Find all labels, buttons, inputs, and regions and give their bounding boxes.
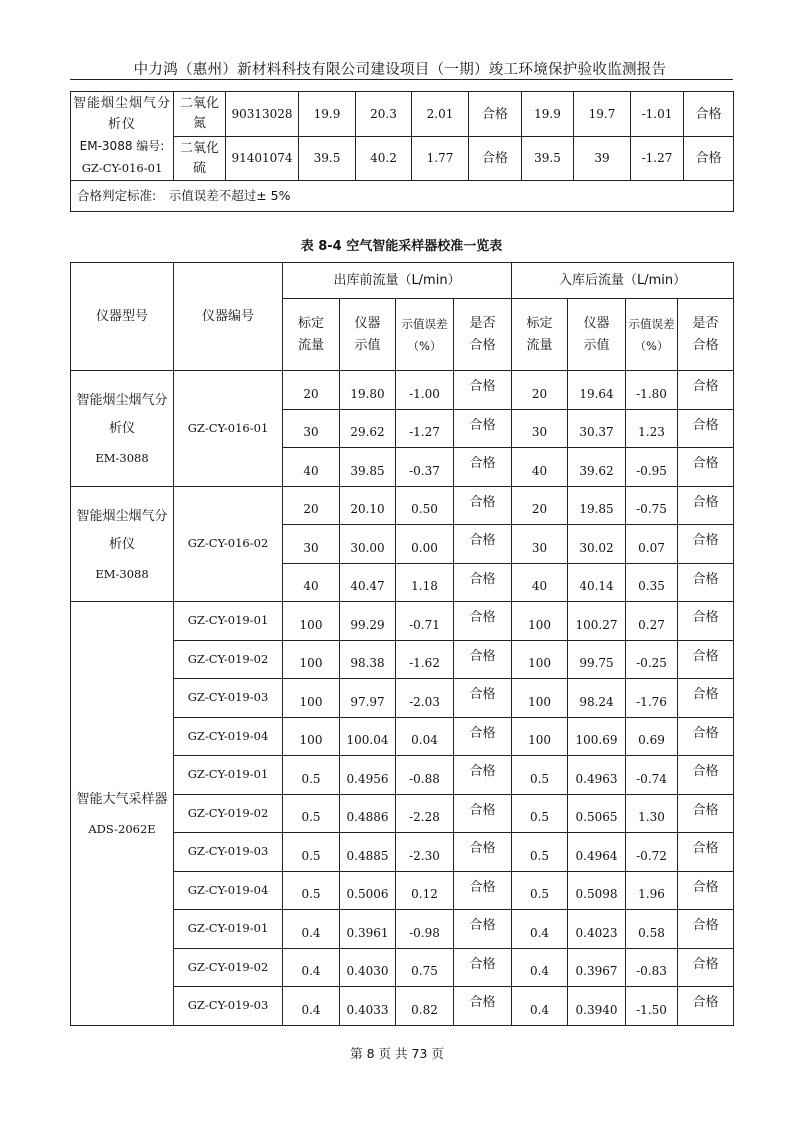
error-cell: -0.37 — [396, 448, 454, 487]
error-cell: 0.04 — [396, 717, 454, 756]
pass-cell: 合格 — [469, 92, 522, 137]
model-code: EM-3088 — [95, 566, 149, 581]
nominal-cell: 100 — [283, 679, 340, 718]
reading-cell: 20.10 — [340, 486, 396, 525]
page-number: 第 8 页 共 73 页 — [350, 1046, 444, 1061]
table-row — [71, 371, 734, 410]
pass-cell: 合格 — [454, 563, 512, 602]
criterion-cell: 合格判定标准: 示值误差不超过± 5% — [71, 181, 734, 212]
error-cell: -0.98 — [396, 910, 454, 949]
nominal-cell: 100 — [512, 640, 568, 679]
nominal-cell: 100 — [283, 602, 340, 641]
header-error: 示值误差（%） — [396, 299, 454, 371]
pass-cell: 合格 — [678, 794, 734, 833]
pass-cell: 合格 — [678, 871, 734, 910]
value-cell: 40.2 — [356, 137, 412, 181]
error-cell: -1.27 — [396, 409, 454, 448]
pass-cell: 合格 — [678, 409, 734, 448]
value-cell: 1.77 — [412, 137, 469, 181]
pass-cell: 合格 — [678, 987, 734, 1026]
reading-cell: 99.75 — [568, 640, 626, 679]
model-code: EM-3088 — [95, 451, 149, 466]
gas-name-cell: 二氧化硫 — [174, 137, 226, 181]
error-cell: -2.28 — [396, 794, 454, 833]
reading-cell: 0.4963 — [568, 756, 626, 795]
error-cell: -1.80 — [626, 371, 678, 410]
error-cell: -0.75 — [626, 486, 678, 525]
error-cell: 1.96 — [626, 871, 678, 910]
error-cell: 0.07 — [626, 525, 678, 564]
error-cell: -0.25 — [626, 640, 678, 679]
nominal-cell: 20 — [283, 371, 340, 410]
error-cell: -0.72 — [626, 833, 678, 872]
error-cell: 0.12 — [396, 871, 454, 910]
reading-cell: 0.5098 — [568, 871, 626, 910]
model-name: 智能烟尘烟气分析仪 — [76, 508, 168, 552]
reading-cell: 19.64 — [568, 371, 626, 410]
pass-cell: 合格 — [678, 448, 734, 487]
instrument-serial: GZ-CY-016-01 — [81, 161, 163, 175]
pass-cell: 合格 — [678, 640, 734, 679]
pass-cell: 合格 — [469, 137, 522, 181]
error-cell: 0.35 — [626, 563, 678, 602]
serial-cell: GZ-CY-019-01 — [174, 602, 283, 641]
reading-cell: 40.14 — [568, 563, 626, 602]
nominal-cell: 0.5 — [512, 833, 568, 872]
header-reading: 仪器示值 — [568, 299, 626, 371]
model-name: 智能大气采样器 — [76, 792, 168, 808]
error-cell: -0.74 — [626, 756, 678, 795]
error-cell: 0.82 — [396, 987, 454, 1026]
pass-cell: 合格 — [454, 679, 512, 718]
error-cell: 0.50 — [396, 486, 454, 525]
pass-cell: 合格 — [454, 486, 512, 525]
header-divider — [70, 79, 733, 80]
header-pass: 是否合格 — [678, 299, 734, 371]
nominal-cell: 0.5 — [283, 871, 340, 910]
pass-cell: 合格 — [454, 717, 512, 756]
reading-cell: 99.29 — [340, 602, 396, 641]
cert-number-cell: 90313028 — [226, 92, 299, 137]
reading-cell: 29.62 — [340, 409, 396, 448]
serial-cell: GZ-CY-016-02 — [174, 486, 283, 602]
header-model: 仪器型号 — [71, 263, 174, 371]
nominal-cell: 0.4 — [283, 948, 340, 987]
pass-cell: 合格 — [454, 871, 512, 910]
nominal-cell: 30 — [283, 525, 340, 564]
pass-cell: 合格 — [454, 409, 512, 448]
nominal-cell: 0.4 — [512, 948, 568, 987]
model-cell — [71, 371, 174, 487]
value-cell: 39 — [574, 137, 631, 181]
reading-cell: 0.4964 — [568, 833, 626, 872]
value-cell: 19.9 — [299, 92, 356, 137]
value-cell: 19.9 — [522, 92, 574, 137]
pass-cell: 合格 — [678, 563, 734, 602]
serial-cell: GZ-CY-019-01 — [174, 910, 283, 949]
nominal-cell: 100 — [512, 679, 568, 718]
pass-cell: 合格 — [454, 448, 512, 487]
value-cell: 20.3 — [356, 92, 412, 137]
nominal-cell: 20 — [512, 371, 568, 410]
sampler-calibration-table — [70, 262, 734, 1026]
reading-cell: 0.5006 — [340, 871, 396, 910]
error-cell: 1.23 — [626, 409, 678, 448]
reading-cell: 39.85 — [340, 448, 396, 487]
gas-calibration-table — [70, 91, 734, 212]
nominal-cell: 30 — [512, 409, 568, 448]
pass-cell: 合格 — [454, 640, 512, 679]
nominal-cell: 100 — [512, 602, 568, 641]
error-cell: -1.76 — [626, 679, 678, 718]
nominal-cell: 40 — [283, 448, 340, 487]
serial-cell: GZ-CY-016-01 — [174, 371, 283, 487]
value-cell: 39.5 — [299, 137, 356, 181]
pass-cell: 合格 — [678, 525, 734, 564]
header-before: 出库前流量（L/min） — [283, 263, 512, 299]
error-cell: 0.75 — [396, 948, 454, 987]
nominal-cell: 0.5 — [283, 794, 340, 833]
cert-number-cell: 91401074 — [226, 137, 299, 181]
nominal-cell: 0.4 — [283, 910, 340, 949]
table-row — [71, 486, 734, 525]
reading-cell: 98.38 — [340, 640, 396, 679]
reading-cell: 0.4956 — [340, 756, 396, 795]
serial-cell: GZ-CY-019-03 — [174, 987, 283, 1026]
error-cell: -0.83 — [626, 948, 678, 987]
pass-cell: 合格 — [678, 679, 734, 718]
header-nominal: 标定流量 — [512, 299, 568, 371]
reading-cell: 39.62 — [568, 448, 626, 487]
value-cell: -1.01 — [631, 92, 684, 137]
serial-cell: GZ-CY-019-04 — [174, 871, 283, 910]
serial-cell: GZ-CY-019-04 — [174, 717, 283, 756]
pass-cell: 合格 — [678, 948, 734, 987]
reading-cell: 100.69 — [568, 717, 626, 756]
reading-cell: 0.3961 — [340, 910, 396, 949]
instrument-cell — [71, 92, 174, 181]
header-serial: 仪器编号 — [174, 263, 283, 371]
nominal-cell: 0.5 — [512, 794, 568, 833]
instrument-model-line: EM-3088 编号: — [79, 139, 165, 153]
pass-cell: 合格 — [454, 756, 512, 795]
reading-cell: 0.4885 — [340, 833, 396, 872]
header-nominal: 标定流量 — [283, 299, 340, 371]
nominal-cell: 0.4 — [512, 910, 568, 949]
nominal-cell: 20 — [512, 486, 568, 525]
model-cell — [71, 602, 174, 1026]
value-cell: 19.7 — [574, 92, 631, 137]
nominal-cell: 20 — [283, 486, 340, 525]
serial-cell: GZ-CY-019-01 — [174, 756, 283, 795]
reading-cell: 0.4023 — [568, 910, 626, 949]
report-header-title: 中力鸿（惠州）新材料科技有限公司建设项目（一期）竣工环境保护验收监测报告 — [133, 62, 667, 78]
table-row — [71, 92, 734, 137]
nominal-cell: 100 — [512, 717, 568, 756]
pass-cell: 合格 — [454, 794, 512, 833]
error-cell: -0.95 — [626, 448, 678, 487]
error-cell: 1.18 — [396, 563, 454, 602]
pass-cell: 合格 — [454, 910, 512, 949]
pass-cell: 合格 — [684, 92, 734, 137]
serial-cell: GZ-CY-019-03 — [174, 833, 283, 872]
table-header-row — [71, 263, 734, 299]
pass-cell: 合格 — [678, 910, 734, 949]
reading-cell: 0.4886 — [340, 794, 396, 833]
serial-cell: GZ-CY-019-02 — [174, 794, 283, 833]
error-cell: -2.03 — [396, 679, 454, 718]
reading-cell: 30.02 — [568, 525, 626, 564]
nominal-cell: 0.5 — [512, 756, 568, 795]
table-row — [71, 602, 734, 641]
table-row — [71, 181, 734, 212]
serial-cell: GZ-CY-019-03 — [174, 679, 283, 718]
header-after: 入库后流量（L/min） — [512, 263, 734, 299]
error-cell: -1.50 — [626, 987, 678, 1026]
error-cell: -0.71 — [396, 602, 454, 641]
pass-cell: 合格 — [678, 486, 734, 525]
error-cell: -1.00 — [396, 371, 454, 410]
table-body — [71, 371, 734, 1026]
reading-cell: 40.47 — [340, 563, 396, 602]
nominal-cell: 30 — [512, 525, 568, 564]
reading-cell: 19.85 — [568, 486, 626, 525]
error-cell: 0.00 — [396, 525, 454, 564]
serial-cell: GZ-CY-019-02 — [174, 640, 283, 679]
model-code: ADS-2062E — [88, 822, 156, 837]
header-pass: 是否合格 — [454, 299, 512, 371]
reading-cell: 97.97 — [340, 679, 396, 718]
nominal-cell: 0.4 — [512, 987, 568, 1026]
nominal-cell: 40 — [283, 563, 340, 602]
nominal-cell: 0.5 — [283, 756, 340, 795]
pass-cell: 合格 — [454, 371, 512, 410]
error-cell: 1.30 — [626, 794, 678, 833]
error-cell: -0.88 — [396, 756, 454, 795]
reading-cell: 0.3967 — [568, 948, 626, 987]
model-cell — [71, 486, 174, 602]
pass-cell: 合格 — [678, 756, 734, 795]
pass-cell: 合格 — [454, 987, 512, 1026]
pass-cell: 合格 — [678, 717, 734, 756]
nominal-cell: 0.5 — [283, 833, 340, 872]
nominal-cell: 100 — [283, 640, 340, 679]
reading-cell: 98.24 — [568, 679, 626, 718]
reading-cell: 100.27 — [568, 602, 626, 641]
pass-cell: 合格 — [454, 602, 512, 641]
model-name: 智能烟尘烟气分析仪 — [76, 393, 168, 437]
error-cell: 0.69 — [626, 717, 678, 756]
value-cell: 39.5 — [522, 137, 574, 181]
error-cell: 0.27 — [626, 602, 678, 641]
reading-cell: 0.5065 — [568, 794, 626, 833]
reading-cell: 0.3940 — [568, 987, 626, 1026]
value-cell: 2.01 — [412, 92, 469, 137]
reading-cell: 19.80 — [340, 371, 396, 410]
pass-cell: 合格 — [678, 833, 734, 872]
reading-cell: 0.4033 — [340, 987, 396, 1026]
error-cell: -2.30 — [396, 833, 454, 872]
nominal-cell: 0.5 — [512, 871, 568, 910]
serial-cell: GZ-CY-019-02 — [174, 948, 283, 987]
nominal-cell: 100 — [283, 717, 340, 756]
error-cell: -1.62 — [396, 640, 454, 679]
reading-cell: 30.00 — [340, 525, 396, 564]
table-caption: 表 8-4 空气智能采样器校准一览表 — [300, 239, 503, 254]
pass-cell: 合格 — [684, 137, 734, 181]
pass-cell: 合格 — [454, 525, 512, 564]
pass-cell: 合格 — [678, 371, 734, 410]
value-cell: -1.27 — [631, 137, 684, 181]
nominal-cell: 30 — [283, 409, 340, 448]
nominal-cell: 40 — [512, 563, 568, 602]
instrument-name: 智能烟尘烟气分析仪 — [72, 96, 171, 132]
reading-cell: 100.04 — [340, 717, 396, 756]
reading-cell: 30.37 — [568, 409, 626, 448]
nominal-cell: 0.4 — [283, 987, 340, 1026]
header-reading: 仪器示值 — [340, 299, 396, 371]
gas-name-cell: 二氧化氮 — [174, 92, 226, 137]
pass-cell: 合格 — [454, 948, 512, 987]
pass-cell: 合格 — [454, 833, 512, 872]
error-cell: 0.58 — [626, 910, 678, 949]
reading-cell: 0.4030 — [340, 948, 396, 987]
nominal-cell: 40 — [512, 448, 568, 487]
header-error: 示值误差（%） — [626, 299, 678, 371]
pass-cell: 合格 — [678, 602, 734, 641]
